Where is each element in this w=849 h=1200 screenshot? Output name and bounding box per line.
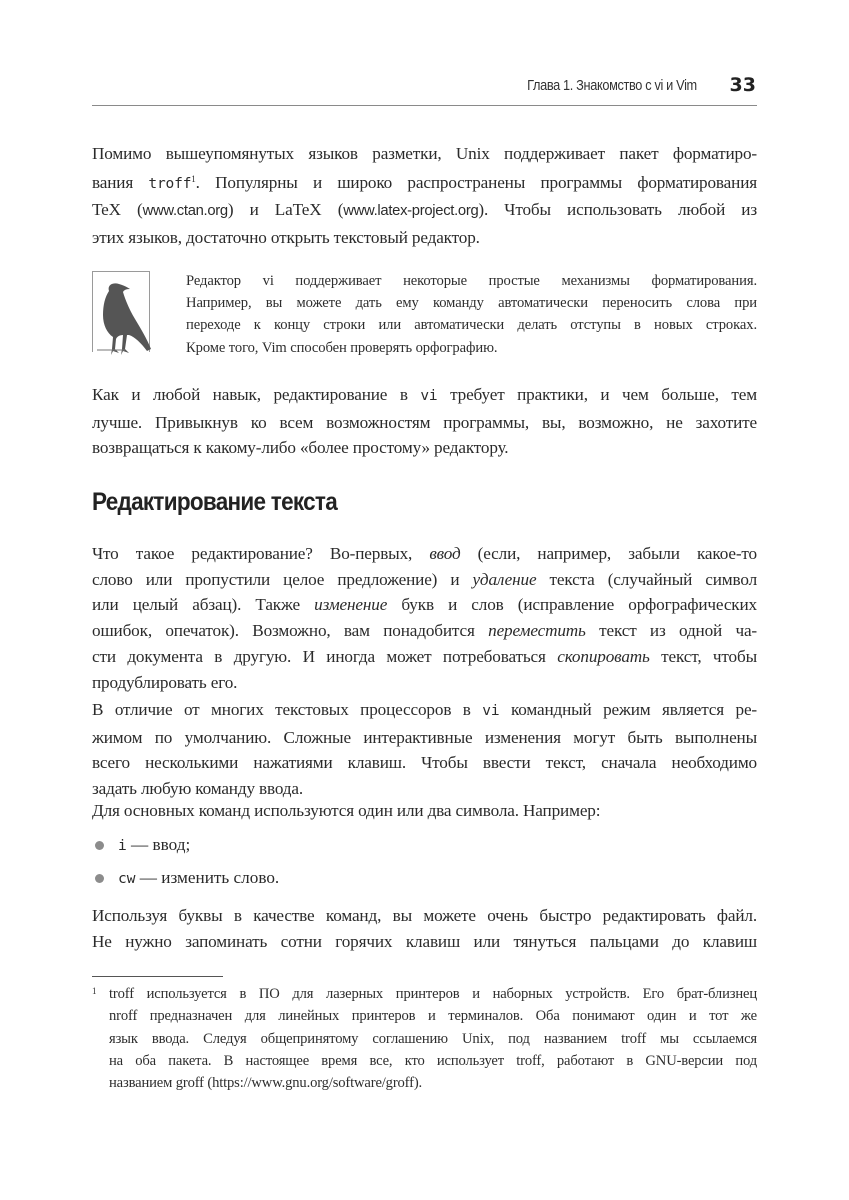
chapter-title: Глава 1. Знакомство с vi и Vim bbox=[527, 78, 697, 94]
paragraph-what-is-editing bbox=[92, 541, 757, 695]
list-item: cw — изменить слово. bbox=[92, 865, 757, 898]
crow-icon bbox=[92, 271, 150, 352]
paragraph-command-mode bbox=[92, 697, 757, 802]
text-line: В отличие от многих текстовых процессоров в vi командный режим является ре- bbox=[92, 700, 757, 719]
page-number: 33 bbox=[729, 74, 756, 96]
text-line: Что такое редактирование? Во-первых, ввод (если, например, забыли какое-то bbox=[92, 544, 758, 563]
code-cw: cw bbox=[118, 871, 136, 887]
link-ctan[interactable]: www.ctan.org bbox=[142, 203, 228, 220]
footnote-ref[interactable]: 1 bbox=[191, 173, 196, 184]
link-groff[interactable]: названием groff (https://www.gnu.org/software/groff). bbox=[109, 1075, 423, 1092]
term-move: переместить bbox=[488, 621, 586, 641]
code-vi: vi bbox=[420, 388, 438, 404]
text-line: задать любую команду ввода. bbox=[92, 779, 304, 799]
text-line: Помимо вышеупомянутых языков разметки, Unix поддерживает пакет форматиро- bbox=[92, 144, 757, 163]
text-line: вания troff$^1$. Популярны и широко распространены программы форматирования bbox=[92, 172, 757, 192]
code-i: i bbox=[118, 838, 127, 854]
text-line: TeX (www.ctan.org) и LaTeX (www.latex-project.org). Чтобы использовать любой из bbox=[92, 200, 757, 220]
command-list bbox=[92, 832, 757, 898]
term-input: ввод bbox=[429, 544, 461, 563]
term-delete: удаление bbox=[472, 569, 537, 589]
text-line: слово или пропустили целое предложение) и удаление текста (случайный символ bbox=[92, 569, 757, 589]
bullet-icon bbox=[95, 874, 104, 883]
text-line: или целый абзац). Также изменение букв и слов (исправление орфографических bbox=[92, 595, 758, 615]
text-line: всего несколькими нажатиями клавиш. Чтобы ввести текст, сначала необходимо bbox=[92, 753, 757, 773]
text-line: сти документа в другую. И иногда может потребоваться скопировать текст, чтобы bbox=[92, 646, 757, 666]
crow-icon-graphic bbox=[95, 277, 151, 359]
text-line: продублировать его. bbox=[92, 672, 238, 692]
note-text: Редактор vi поддерживает некоторые простые механизмы форматирования. Например, вы можете дать ему команду автоматически переносить слова при переходе к концу строки или автоматически делать отступы в новых строках. Кроме того, Vim способен проверять орфографию. bbox=[186, 273, 757, 356]
term-change: изменение bbox=[314, 595, 388, 615]
term-copy: скопировать bbox=[557, 646, 650, 666]
text-line: Как и любой навык, редактирование в vi требует практики, и чем больше, тем bbox=[92, 385, 757, 404]
text-line: жимом по умолчанию. Сложные интерактивные изменения могут быть выполнены bbox=[92, 727, 757, 747]
list-item: i — ввод; bbox=[92, 832, 757, 865]
paragraph-intro bbox=[92, 141, 757, 251]
paragraph-basic-commands: Для основных команд используются один или два символа. Например: bbox=[92, 801, 601, 820]
code-vi: vi bbox=[482, 703, 500, 719]
bullet-icon bbox=[95, 841, 104, 850]
footnote-text: troff используется в ПО для лазерных принтеров и наборных устройств. Его брат-близнец nroff предназначен для линейных принтеров и терминалов. Оба понимают один и тот же язык ввода. Следуя общепринятому соглашению Unix, под названием troff мы ссылаемся на оба пакета. В настоящее время все, кто использует troff, работают в GNU-версии под названием groff (https://www.gnu.org/software/groff). bbox=[109, 983, 757, 1094]
link-latex-project[interactable]: www.latex-project.org bbox=[343, 203, 479, 220]
note-callout bbox=[92, 270, 757, 360]
section-heading: Редактирование текста bbox=[92, 488, 338, 516]
text-line: этих языков, достаточно открыть текстовый редактор. bbox=[92, 228, 480, 248]
footnote-rule bbox=[92, 976, 223, 977]
code-troff: troff bbox=[148, 175, 192, 192]
text-line: возвращаться к какому-либо «более простому» редактору. bbox=[92, 438, 509, 458]
footnote-mark: 1 bbox=[92, 986, 97, 996]
text-line: ошибок, опечаток). Возможно, вам понадобится переместить текст из одной ча- bbox=[92, 621, 757, 641]
header-rule bbox=[92, 105, 757, 106]
text-line: лучше. Привыкнув ко всем возможностям программы, вы, возможно, не захотите bbox=[92, 412, 757, 432]
paragraph-practice bbox=[92, 382, 757, 461]
running-header bbox=[92, 74, 757, 104]
paragraph-letters-as-commands: Используя буквы в качестве команд, вы можете очень быстро редактировать файл. Не нужно запоминать сотни горячих клавиш или тянуться пальцами до клавиш bbox=[92, 906, 757, 951]
